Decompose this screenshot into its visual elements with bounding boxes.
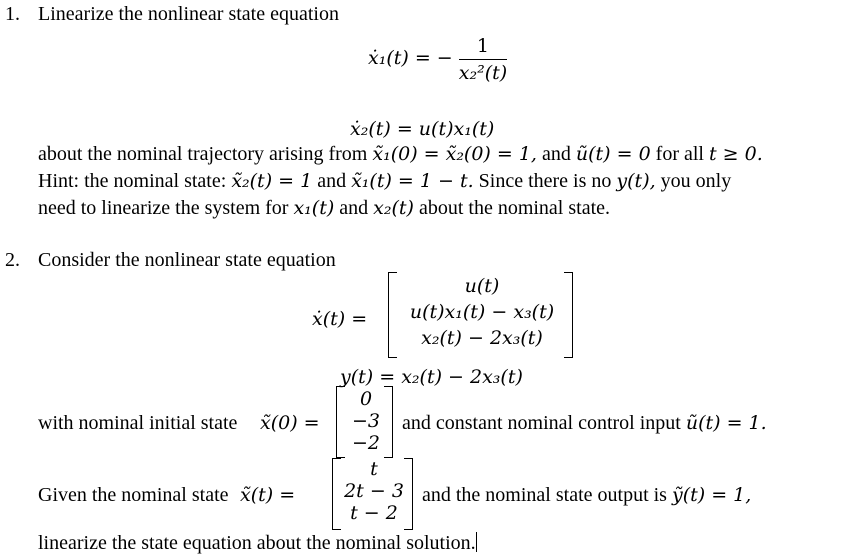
equation-x2-dot: ẋ₂(t) = u(t)x₁(t) (350, 118, 495, 140)
hint-math-x1: x̃₁(t) = 1 − t. (351, 170, 474, 192)
x0-right-bracket (384, 386, 393, 458)
line-a-math-input: ũ(t) = 0 (575, 143, 651, 165)
nominal-output-equation: ỹ(t) = 1, (671, 484, 752, 506)
x0-row-1: 0 (359, 388, 373, 410)
line-c-end: about the nominal state. (418, 197, 611, 219)
xdot-lhs: ẋ(t) = (312, 308, 368, 330)
xt-row-1: t (370, 458, 378, 480)
with-nominal-initial-text: with nominal initial state (38, 412, 238, 434)
final-instruction (38, 531, 477, 555)
equation-x1-lhs: ẋ₁(t) = − (368, 47, 453, 69)
line-a-and: and (541, 143, 571, 165)
nominal-output-text (422, 483, 751, 507)
xt-lhs: x̃(t) = (240, 484, 296, 506)
hint-rest: Since there is no (478, 170, 612, 192)
x0-lhs: x̃(0) = (260, 412, 320, 434)
xdot-row-3: x₂(t) − 2x₃(t) (421, 327, 543, 349)
xdot-right-bracket (564, 272, 573, 358)
hint-and: and (317, 170, 347, 192)
constant-input-equation: ũ(t) = 1. (685, 412, 767, 434)
xt-vector (336, 458, 412, 524)
line-a-math-initial: x̃₁(0) = x̃₂(0) = 1, (372, 143, 537, 165)
hint-label: Hint: the nominal state: (38, 170, 227, 192)
hint-math-x2: x̃₂(t) = 1 (231, 170, 313, 192)
equation-x1-dot (368, 30, 507, 86)
equation-x1-fraction (459, 35, 507, 84)
xdot-row-2: u(t)x₁(t) − x₃(t) (409, 301, 555, 323)
problem-2-number: 2. (5, 249, 20, 271)
text-cursor (476, 532, 477, 552)
xdot-row-1: u(t) (464, 275, 500, 297)
problem-1-intro: Linearize the nonlinear state equation (38, 3, 339, 25)
xt-row-2: 2t − 3 (344, 480, 404, 502)
fraction-denominator: x₂²(t) (459, 59, 507, 84)
xdot-vector (396, 273, 568, 351)
x0-row-3: −2 (351, 432, 380, 454)
xt-right-bracket (404, 458, 413, 530)
problem-1-line-c (38, 196, 610, 220)
line-c-text: need to linearize the system for (38, 197, 289, 219)
line-c-math-x2: x₂(t) (373, 197, 414, 219)
problem-1-hint (38, 169, 731, 193)
x0-row-2: −3 (351, 410, 380, 432)
line-a-text: about the nominal trajectory arising from (38, 143, 368, 165)
line-a-forall: for all (655, 143, 704, 165)
fraction-numerator: 1 (476, 34, 490, 57)
problem-2-intro: Consider the nonlinear state equation (38, 249, 336, 271)
line-c-math-x1: x₁(t) (293, 197, 335, 219)
constant-input-label: and constant nominal control input (402, 412, 681, 434)
nominal-output-label: and the nominal state output is (422, 484, 667, 506)
problem-1-line-a (38, 142, 763, 166)
final-instruction-text: linearize the state equation about the nominal solution. (38, 532, 476, 554)
line-c-and: and (339, 197, 369, 219)
given-nominal-text: Given the nominal state (38, 484, 229, 506)
xt-row-3: t − 2 (350, 502, 398, 524)
hint-math-y: y(t), (616, 170, 656, 192)
hint-rest-2: you only (660, 170, 732, 192)
problem-1-number: 1. (5, 3, 20, 25)
constant-input-text (402, 411, 767, 435)
line-a-math-time: t ≥ 0. (708, 143, 763, 165)
output-equation: y(t) = x₂(t) − 2x₃(t) (340, 366, 523, 388)
